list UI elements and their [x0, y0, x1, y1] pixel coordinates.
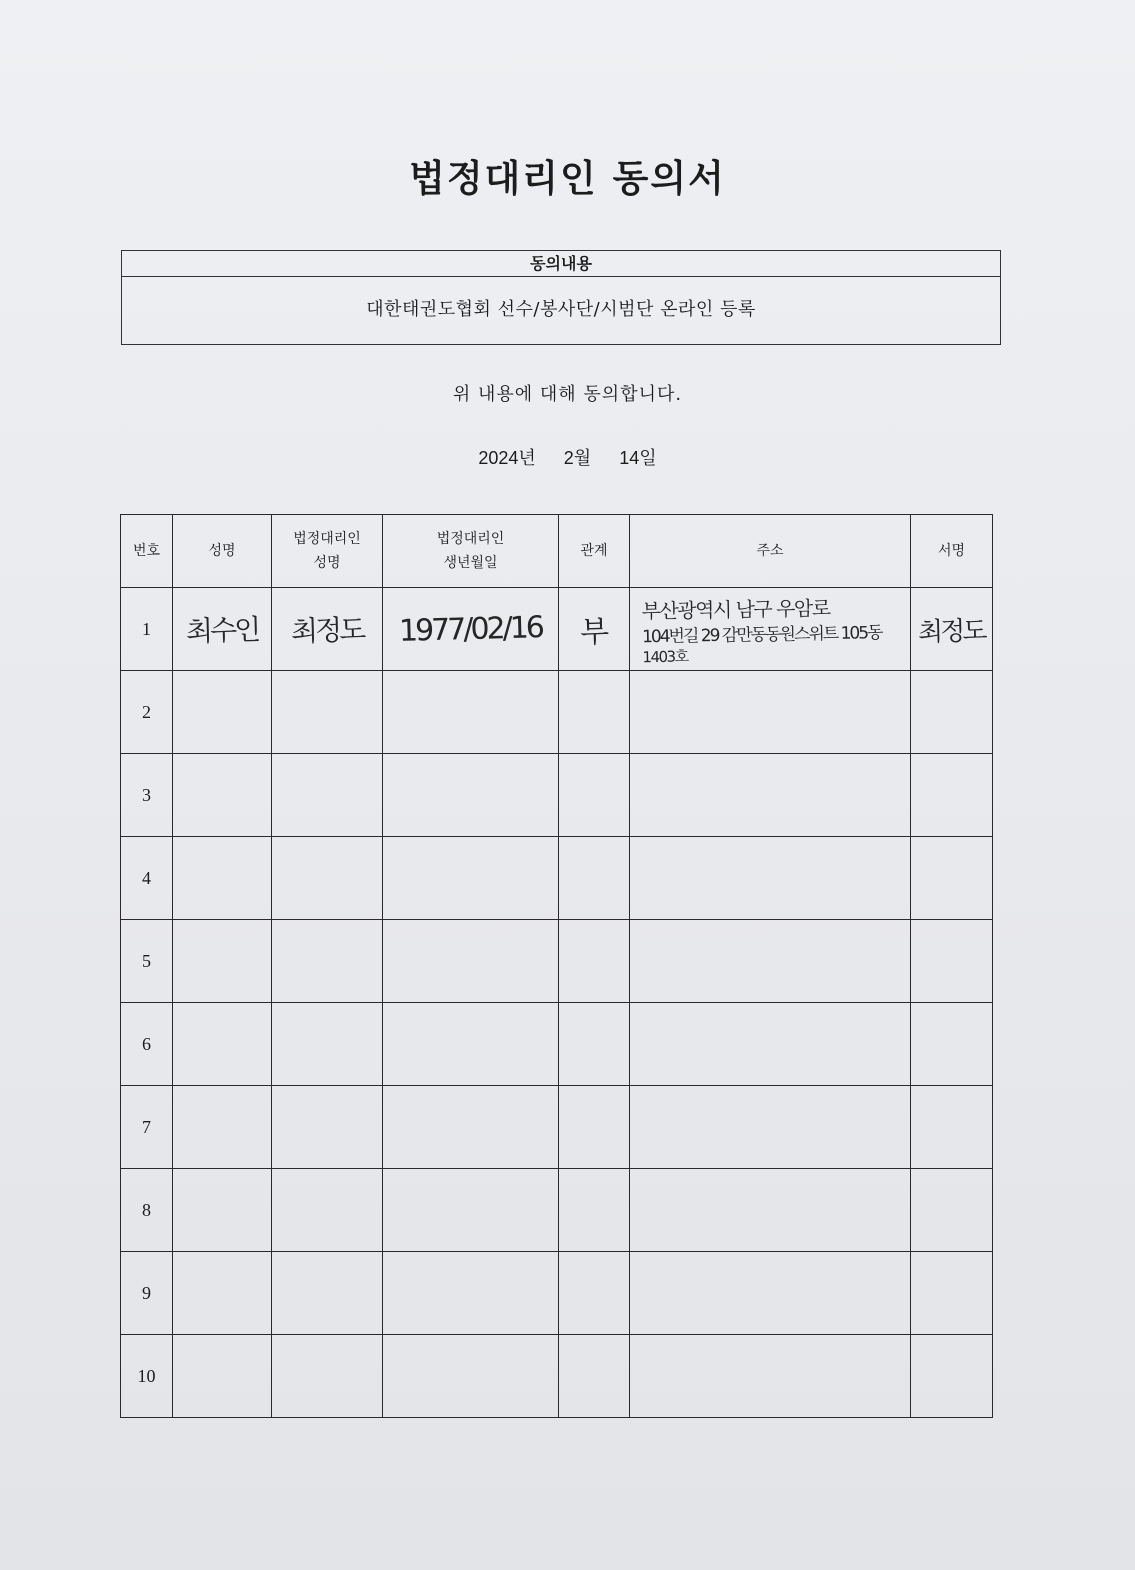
handwritten-address: [629, 594, 910, 665]
address-line-2: 104번길 29 감만동동원스위트 105동: [641, 623, 882, 648]
handwritten-signature: 최정도: [917, 615, 986, 648]
row-guardian-name: [272, 837, 383, 920]
row-relation: [559, 1086, 630, 1169]
date-month: 2월: [563, 448, 592, 468]
row-relation: [559, 1252, 630, 1335]
row-relation: [559, 1169, 630, 1252]
guardian-roster-table: [120, 514, 993, 1418]
row-name: [173, 1252, 272, 1335]
row-name: [173, 1086, 272, 1169]
row-guardian-birth: [383, 754, 559, 837]
table-row: [121, 1086, 993, 1169]
row-guardian-name: [272, 1252, 383, 1335]
consent-content-box: [121, 250, 1001, 345]
table-row: [121, 1252, 993, 1335]
row-guardian-birth: [383, 1252, 559, 1335]
date-year: 2024년: [478, 448, 536, 468]
row-relation: [559, 1003, 630, 1086]
row-address: [630, 837, 911, 920]
row-signature: [911, 1252, 993, 1335]
row-signature: [911, 1169, 993, 1252]
row-number: 7: [121, 1086, 173, 1169]
row-address: [630, 1086, 911, 1169]
handwritten-guardian-birth: 1977/02/16: [398, 609, 543, 649]
row-address: [630, 588, 911, 671]
row-name: [173, 1003, 272, 1086]
row-name: [173, 671, 272, 754]
agree-statement: 위 내용에 대해 동의합니다.: [452, 384, 683, 405]
row-guardian-birth: [383, 1335, 559, 1418]
header-name: 성명: [173, 515, 272, 588]
row-number: 1: [121, 588, 173, 671]
row-guardian-birth: [383, 1003, 559, 1086]
row-signature: [911, 671, 993, 754]
header-guardian-name-line2: 성명: [313, 555, 341, 571]
row-number: 8: [121, 1169, 173, 1252]
row-guardian-name: [272, 671, 383, 754]
row-name: [173, 837, 272, 920]
row-address: [630, 1003, 911, 1086]
document-title: 법정대리인 동의서: [409, 157, 726, 200]
row-signature: [911, 837, 993, 920]
table-row: [121, 837, 993, 920]
table-row: [121, 1335, 993, 1418]
row-relation: [559, 671, 630, 754]
row-signature: [911, 1335, 993, 1418]
row-guardian-name: [272, 920, 383, 1003]
row-number: 9: [121, 1252, 173, 1335]
row-relation: [559, 837, 630, 920]
table-row: [121, 588, 993, 671]
row-guardian-name: [272, 754, 383, 837]
row-number: 3: [121, 754, 173, 837]
row-number: 6: [121, 1003, 173, 1086]
row-signature: [911, 920, 993, 1003]
date-day: 14일: [619, 448, 657, 468]
row-number: 10: [121, 1335, 173, 1418]
row-guardian-name: [272, 1169, 383, 1252]
row-guardian-birth: [383, 1086, 559, 1169]
header-signature: 서명: [911, 515, 993, 588]
row-guardian-birth: [383, 1169, 559, 1252]
row-address: [630, 1252, 911, 1335]
address-line-1: 부산광역시 남구 우암로: [641, 595, 830, 624]
row-guardian-name: [272, 588, 383, 671]
row-guardian-name: [272, 1335, 383, 1418]
row-number: 2: [121, 671, 173, 754]
header-number: 번호: [121, 515, 173, 588]
row-signature: [911, 754, 993, 837]
header-guardian-birth-line1: 법정대리인: [436, 531, 505, 547]
row-guardian-birth: [383, 920, 559, 1003]
row-guardian-birth: [383, 671, 559, 754]
header-guardian-name-line1: 법정대리인: [293, 531, 361, 547]
row-name: [173, 588, 272, 671]
row-guardian-birth: [383, 837, 559, 920]
row-address: [630, 1335, 911, 1418]
header-guardian-birth: [383, 515, 559, 588]
handwritten-name: 최수인: [185, 613, 259, 648]
row-guardian-birth: [383, 588, 559, 671]
consent-content-text: 대한태권도협회 선수/봉사단/시범단 온라인 등록: [366, 299, 756, 320]
row-address: [630, 754, 911, 837]
row-signature: [911, 1003, 993, 1086]
row-relation: [559, 754, 630, 837]
row-name: [173, 920, 272, 1003]
row-name: [173, 1335, 272, 1418]
table-header-row: [121, 515, 993, 588]
row-signature: [911, 588, 993, 671]
row-guardian-name: [272, 1086, 383, 1169]
table-row: [121, 754, 993, 837]
row-signature: [911, 1086, 993, 1169]
row-number: 5: [121, 920, 173, 1003]
table-row: [121, 920, 993, 1003]
table-row: [121, 1003, 993, 1086]
handwritten-guardian-name: 최정도: [290, 613, 364, 648]
address-line-3: 1403호: [642, 647, 688, 667]
consent-date: [0, 444, 1135, 470]
header-address: 주소: [630, 515, 911, 588]
handwritten-relation: 부: [579, 614, 610, 651]
header-relation: 관계: [559, 515, 630, 588]
header-guardian-birth-line2: 생년월일: [443, 555, 498, 571]
row-address: [630, 671, 911, 754]
row-address: [630, 920, 911, 1003]
row-name: [173, 754, 272, 837]
row-number: 4: [121, 837, 173, 920]
row-relation: [559, 588, 630, 671]
row-address: [630, 1169, 911, 1252]
table-row: [121, 671, 993, 754]
row-relation: [559, 1335, 630, 1418]
row-name: [173, 1169, 272, 1252]
header-guardian-name: [272, 515, 383, 588]
table-row: [121, 1169, 993, 1252]
row-relation: [559, 920, 630, 1003]
consent-content-header: 동의내용: [122, 251, 1000, 277]
row-guardian-name: [272, 1003, 383, 1086]
